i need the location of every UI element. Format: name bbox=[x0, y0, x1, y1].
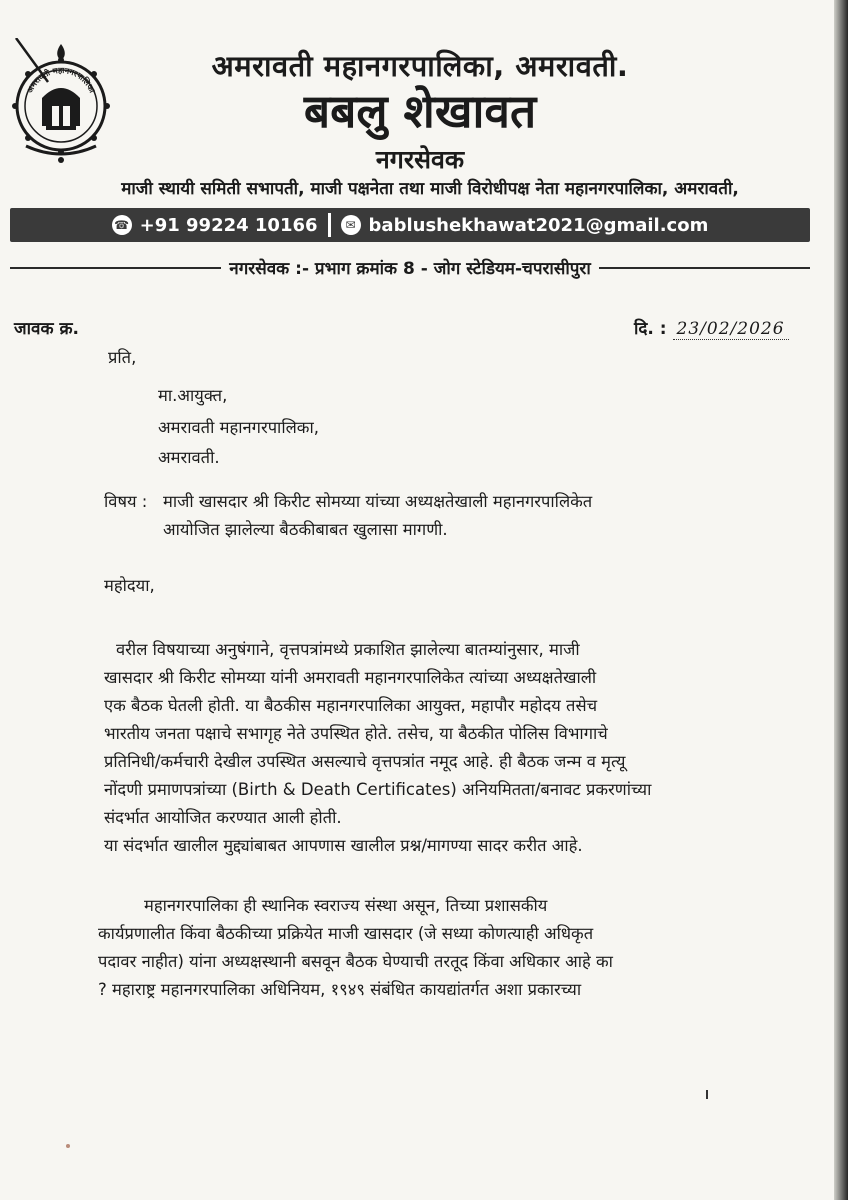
divider bbox=[599, 267, 810, 269]
phone-number: +91 99224 10166 bbox=[139, 214, 318, 236]
subject-label: विषय : bbox=[104, 492, 148, 511]
stray-mark bbox=[66, 1144, 70, 1148]
email-address: bablushekhawat2021@gmail.com bbox=[368, 214, 709, 236]
subject-line: आयोजित झालेल्या बैठकीबाबत खुलासा मागणी. bbox=[163, 520, 448, 539]
scan-edge-shadow bbox=[834, 0, 848, 1200]
municipal-emblem-logo bbox=[8, 38, 114, 166]
ward-details: नगरसेवक :- प्रभाग क्रमांक 8 - जोग स्टेडियम-चपरासीपुरा bbox=[229, 259, 591, 279]
salutation: महोदया, bbox=[104, 576, 155, 595]
paragraph-line: ? महाराष्ट्र महानगरपालिका अधिनियम, १९४९ संबंधित कायद्यांतर्गत अशा प्रकारच्या bbox=[98, 980, 582, 999]
phone-icon: ☎ bbox=[112, 215, 132, 235]
subject-line: माजी खासदार श्री किरीट सोमय्या यांच्या अध्यक्षतेखाली महानगरपालिकेत bbox=[163, 492, 593, 511]
addressee-line: अमरावती महानगरपालिका, bbox=[158, 418, 319, 437]
divider bbox=[10, 267, 221, 269]
former-roles: माजी स्थायी समिती सभापती, माजी पक्षनेता तथा माजी विरोधीपक्ष नेता महानगरपालिका, अमरावती, bbox=[121, 179, 739, 199]
organization-name: अमरावती महानगरपालिका, अमरावती. bbox=[211, 49, 629, 83]
paragraph-line: वरील विषयाच्या अनुषंगाने, वृत्तपत्रांमध्ये प्रकाशित झालेल्या बातम्यांनुसार, माजी bbox=[116, 640, 580, 659]
date-label: दि. : bbox=[634, 319, 667, 339]
councillor-name: बबलु शेखावत bbox=[303, 84, 537, 138]
date-field bbox=[634, 316, 789, 339]
addressee-to: प्रति, bbox=[108, 348, 137, 367]
paragraph-1 bbox=[104, 636, 651, 860]
paragraph-line: खासदार श्री किरीट सोमय्या यांनी अमरावती महानगरपालिकेत त्यांच्या अध्यक्षतेखाली bbox=[104, 668, 597, 687]
paragraph-line: एक बैठक घेतली होती. या बैठकीस महानगरपालिका आयुक्त, महापौर महोदय तसेच bbox=[104, 696, 598, 715]
addressee-line: मा.आयुक्त, bbox=[158, 386, 228, 405]
paragraph-line: नोंदणी प्रमाणपत्रांच्या (Birth & Death Certificates) अनियमितता/बनावट प्रकरणांच्या bbox=[104, 780, 652, 799]
paragraph-2 bbox=[98, 892, 613, 1004]
paragraph-line: संदर्भात आयोजित करण्यात आली होती. bbox=[104, 808, 342, 827]
ward-line bbox=[10, 256, 810, 279]
paragraph-line: भारतीय जनता पक्षाचे सभागृह नेते उपस्थित होते. तसेच, या बैठकीत पोलिस विभागाचे bbox=[104, 724, 608, 743]
paragraph-line: पदावर नाहीत) यांना अध्यक्षस्थानी बसवून बैठक घेण्याची तरतूद किंवा अधिकार आहे का bbox=[98, 952, 613, 971]
designation: नगरसेवक bbox=[375, 145, 465, 174]
date-value: 23/02/2026 bbox=[673, 319, 789, 340]
paragraph-line: महानगरपालिका ही स्थानिक स्वराज्य संस्था असून, तिच्या प्रशासकीय bbox=[144, 896, 548, 915]
email-icon: ✉ bbox=[341, 215, 361, 235]
addressee-line: अमरावती. bbox=[158, 448, 220, 467]
stray-mark bbox=[706, 1090, 708, 1099]
contact-bar bbox=[10, 208, 810, 242]
outward-ref-label: जावक क्र. bbox=[14, 319, 79, 339]
contact-separator bbox=[328, 213, 331, 237]
paragraph-line: प्रतिनिधी/कर्मचारी देखील उपस्थित असल्याचे वृत्तपत्रांत नमूद आहे. ही बैठक जन्म व मृत्यू bbox=[104, 752, 626, 771]
paragraph-line: कार्यप्रणालीत किंवा बैठकीच्या प्रक्रियेत माजी खासदार (जे सध्या कोणत्याही अधिकृत bbox=[98, 924, 594, 943]
svg-text:अमरावती महानगरपालिका: अमरावती महानगरपालिका bbox=[25, 65, 97, 95]
paragraph-line: या संदर्भात खालील मुद्द्यांबाबत आपणास खालील प्रश्न/मागण्या सादर करीत आहे. bbox=[104, 836, 583, 855]
